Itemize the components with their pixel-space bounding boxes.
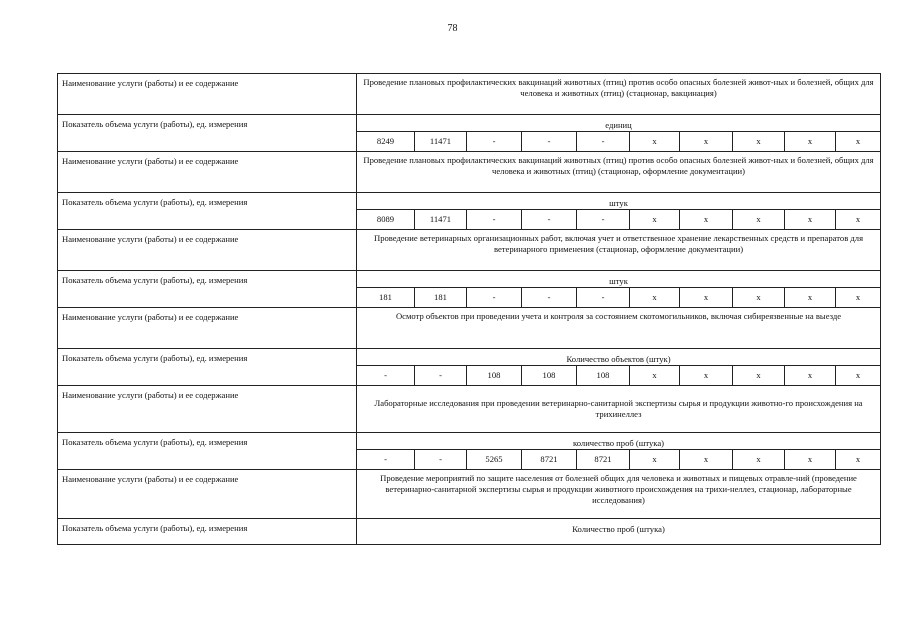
service-row — [58, 386, 881, 433]
value-cell: 8721 — [577, 450, 630, 470]
service-description: Лабораторные исследования при проведении ветеринарно-санитарной экспертизы сырья и продукции животно-го происхождения на трихинеллез — [357, 386, 881, 433]
value-cell: x — [680, 450, 733, 470]
value-cell: - — [357, 450, 415, 470]
value-cell: x — [785, 366, 836, 386]
service-name-label: Наименование услуги (работы) и ее содержание — [58, 386, 357, 433]
value-cell: x — [785, 450, 836, 470]
service-name-label: Наименование услуги (работы) и ее содержание — [58, 74, 357, 115]
unit-of-measure: Количество объектов (штук) — [357, 349, 881, 366]
value-cell: x — [836, 366, 881, 386]
value-cell: - — [467, 288, 522, 308]
value-cell: - — [357, 366, 415, 386]
value-cell: x — [836, 288, 881, 308]
volume-unit-row — [58, 193, 881, 210]
value-cell: - — [467, 210, 522, 230]
value-cell: x — [680, 210, 733, 230]
value-cell: x — [785, 210, 836, 230]
value-cell: 11471 — [415, 132, 467, 152]
service-name-label: Наименование услуги (работы) и ее содержание — [58, 230, 357, 271]
value-cell: 5265 — [467, 450, 522, 470]
value-cell: x — [785, 132, 836, 152]
service-description: Проведение плановых профилактических вакцинаций животных (птиц) против особо опасных болезней живот-ных и болезней, общих для человека и животных (птиц) (стационар, оформление документации) — [357, 152, 881, 193]
value-cell: 181 — [415, 288, 467, 308]
service-row — [58, 230, 881, 271]
value-cell: - — [577, 288, 630, 308]
service-row — [58, 152, 881, 193]
volume-indicator-label: Показатель объема услуги (работы), ед. измерения — [58, 519, 357, 545]
value-cell: x — [733, 132, 785, 152]
volume-indicator-label: Показатель объема услуги (работы), ед. измерения — [58, 193, 357, 230]
volume-unit-row — [58, 519, 881, 545]
service-name-label: Наименование услуги (работы) и ее содержание — [58, 470, 357, 519]
value-cell: 8089 — [357, 210, 415, 230]
value-cell: - — [577, 210, 630, 230]
volume-indicator-label: Показатель объема услуги (работы), ед. измерения — [58, 115, 357, 152]
value-cell: x — [680, 366, 733, 386]
service-name-label: Наименование услуги (работы) и ее содержание — [58, 152, 357, 193]
value-cell: 108 — [522, 366, 577, 386]
value-cell: - — [415, 450, 467, 470]
value-cell: x — [630, 288, 680, 308]
value-cell: x — [733, 210, 785, 230]
value-cell: x — [680, 288, 733, 308]
value-cell: x — [630, 132, 680, 152]
value-cell: 8249 — [357, 132, 415, 152]
value-cell: x — [733, 288, 785, 308]
unit-of-measure: штук — [357, 271, 881, 288]
service-description: Проведение мероприятий по защите населения от болезней общих для человека и животных и пищевых отравле-ний (проведение ветеринарно-санитарной экспертизы сырья и продукции животного происхождения на трихи-неллез, стационар, лабораторные исследования) — [357, 470, 881, 519]
value-cell: x — [836, 132, 881, 152]
service-row — [58, 470, 881, 519]
value-cell: 181 — [357, 288, 415, 308]
value-cell: x — [630, 366, 680, 386]
page-number: 78 — [447, 23, 458, 34]
value-cell: x — [785, 288, 836, 308]
value-cell: - — [577, 132, 630, 152]
value-cell: 8721 — [522, 450, 577, 470]
service-description: Проведение плановых профилактических вакцинаций животных (птиц) против особо опасных болезней живот-ных и болезней, общих для человека и животных (птиц) (стационар, вакцинация) — [357, 74, 881, 115]
value-cell: 11471 — [415, 210, 467, 230]
volume-indicator-label: Показатель объема услуги (работы), ед. измерения — [58, 271, 357, 308]
volume-indicator-label: Показатель объема услуги (работы), ед. измерения — [58, 433, 357, 470]
service-name-label: Наименование услуги (работы) и ее содержание — [58, 308, 357, 349]
value-cell: x — [630, 210, 680, 230]
volume-unit-row — [58, 349, 881, 366]
volume-unit-row — [58, 271, 881, 288]
value-cell: - — [415, 366, 467, 386]
service-description: Осмотр объектов при проведении учета и контроля за состоянием скотомогильников, включая сибиреязвенные на выезде — [357, 308, 881, 349]
services-table — [57, 73, 881, 545]
unit-of-measure: Количество проб (штука) — [357, 519, 881, 545]
value-cell: 108 — [577, 366, 630, 386]
volume-unit-row — [58, 433, 881, 450]
value-cell: x — [836, 450, 881, 470]
unit-of-measure: единиц — [357, 115, 881, 132]
unit-of-measure: штук — [357, 193, 881, 210]
value-cell: - — [522, 288, 577, 308]
service-description: Проведение ветеринарных организационных работ, включая учет и ответственное хранение лекарственных средств и препаратов для ветеринарного применения (стационар, оформление документации) — [357, 230, 881, 271]
service-row — [58, 74, 881, 115]
value-cell: - — [522, 210, 577, 230]
value-cell: x — [836, 210, 881, 230]
service-row — [58, 308, 881, 349]
value-cell: x — [680, 132, 733, 152]
unit-of-measure: количество проб (штука) — [357, 433, 881, 450]
value-cell: x — [630, 450, 680, 470]
value-cell: - — [522, 132, 577, 152]
value-cell: x — [733, 450, 785, 470]
value-cell: - — [467, 132, 522, 152]
value-cell: 108 — [467, 366, 522, 386]
volume-unit-row — [58, 115, 881, 132]
volume-indicator-label: Показатель объема услуги (работы), ед. измерения — [58, 349, 357, 386]
value-cell: x — [733, 366, 785, 386]
